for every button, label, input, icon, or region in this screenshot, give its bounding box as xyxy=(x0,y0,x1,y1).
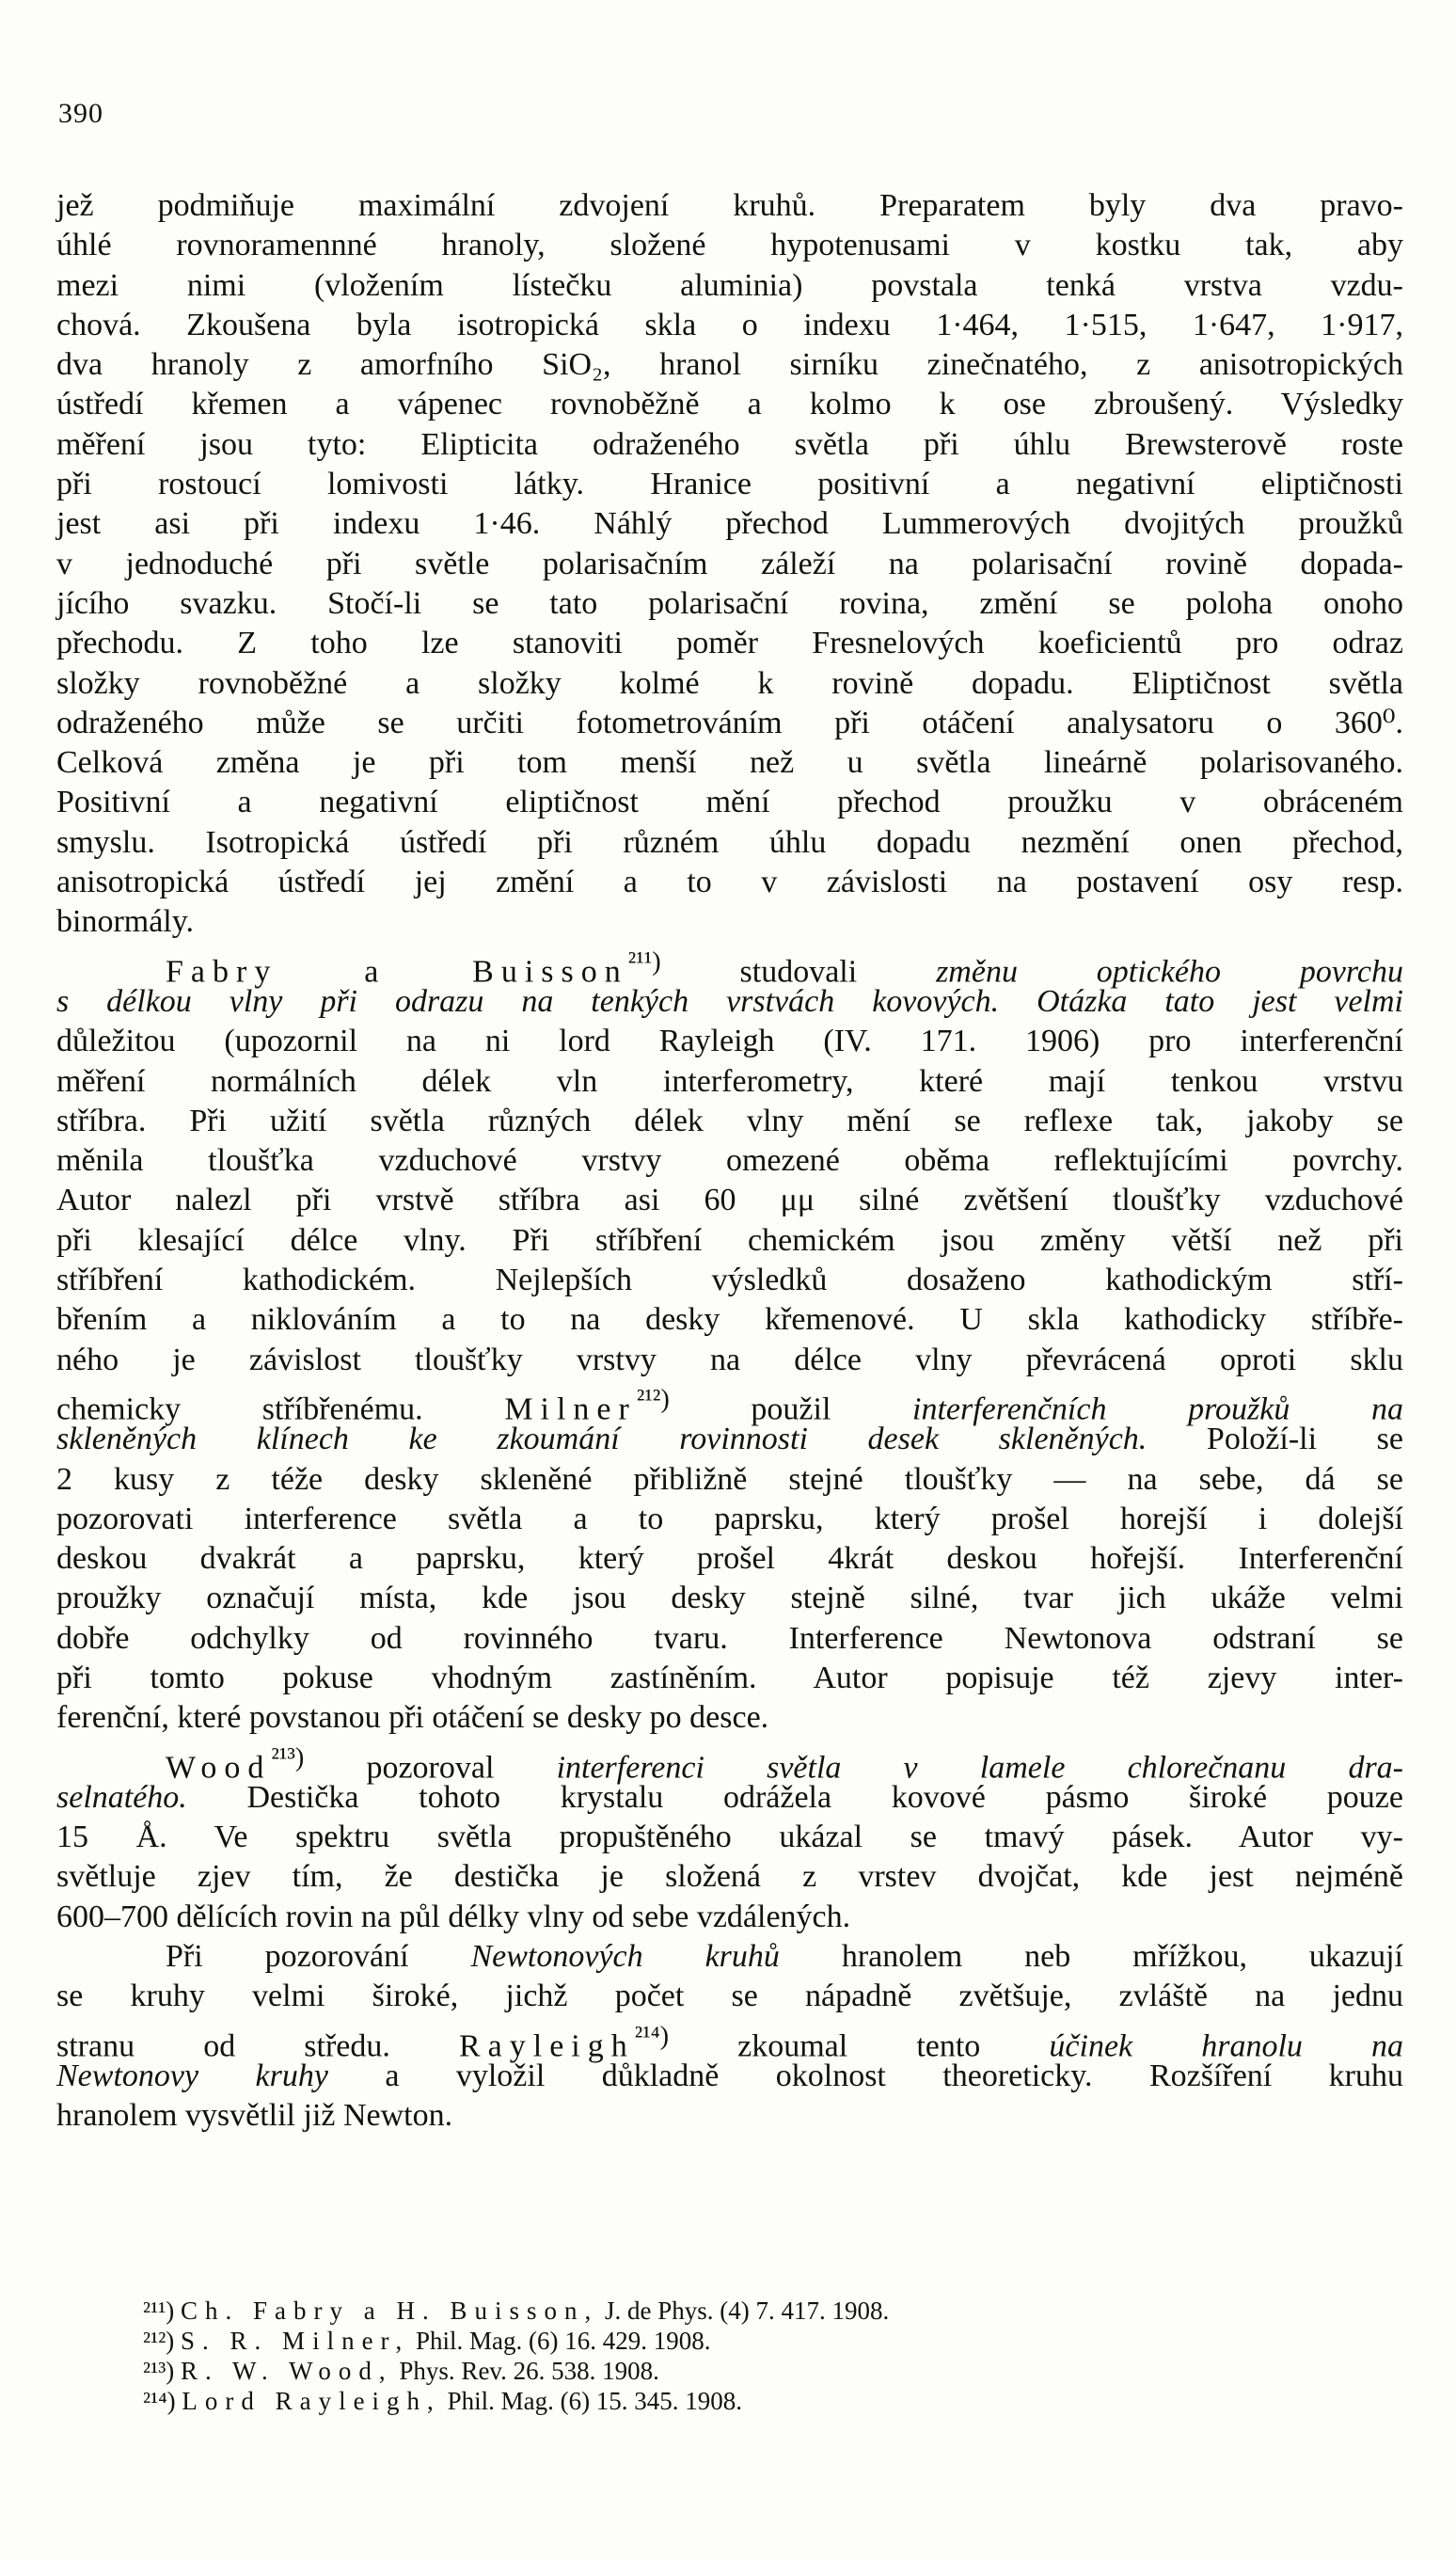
text-line: dobře odchylky od rovinného tvaru. Interference Newtonova odstraní se xyxy=(56,1620,1403,1656)
text-line: hranolem vysvětlil již Newton. xyxy=(56,2098,453,2134)
footnote-text: Phil. Mag. (6) 15. 345. 1908. xyxy=(440,2387,743,2415)
page-number: 390 xyxy=(58,98,103,129)
text-run: Destička tohoto krystalu odrážela kovové pásmo široké pouze xyxy=(186,1779,1403,1815)
text-line: stříbření kathodickém. Nejlepších výsledků dosaženo kathodickým stří- xyxy=(56,1263,1403,1298)
text-run: a vyložil důkladně okolnost theoreticky. Rozšíření kruhu xyxy=(327,2058,1403,2093)
text-line: Celková změna je při tom menší než u světla lineárně polarisovaného. xyxy=(56,745,1403,781)
text-line: při tomto pokuse vhodným zastíněním. Autor popisuje též zjevy inter- xyxy=(56,1660,1403,1695)
text-line: 2 kusy z téže desky skleněné přibližně stejné tloušťky — na sebe, dá se xyxy=(56,1461,1403,1497)
text-line: anisotropická ústředí jej změní a to v závislosti na postavení osy resp. xyxy=(56,865,1403,900)
text-line: jícího svazku. Stočí-li se tato polarisační rovina, změní se poloha onoho xyxy=(56,585,1403,621)
text-line: břením a niklováním a to na desky křemenové. U skla kathodicky stříbře- xyxy=(56,1302,1403,1338)
footnote-mark: ²¹²) xyxy=(143,2327,175,2355)
text-line: Positivní a negativní eliptičnost mění přechod proužku v obráceném xyxy=(56,785,1403,820)
text-line: s délkou vlny při odrazu na tenkých vrstvách kovových. Otázka tato jest velmi xyxy=(56,983,1403,1019)
text-line: pozorovati interference světla a to paprsku, který prošel horejší i dolejší xyxy=(56,1501,1403,1536)
text-line: důležitou (upozornil na ni lord Rayleigh (IV. 171. 1906) pro interferenční xyxy=(56,1024,1403,1059)
author-name: Milner xyxy=(504,1391,637,1427)
text-line: jež podmiňuje maximální zdvojení kruhů. Preparatem byly dva pravo- xyxy=(56,188,1403,223)
text-line: odraženého může se určiti fotometrováním při otáčení analysatoru o 360⁰. xyxy=(56,705,1403,740)
text-line: ného je závislost tloušťky vrstvy na délce vlny převrácená oproti sklu xyxy=(56,1342,1403,1377)
text-run: pozoroval xyxy=(304,1749,557,1785)
text-line: přechodu. Z toho lze stanoviti poměr Fresnelových koeficientů pro odraz xyxy=(56,626,1403,661)
footnote-author: R. W. Wood, xyxy=(181,2357,393,2385)
text-line: deskou dvakrát a paprsku, který prošel 4krát deskou hořejší. Interferenční xyxy=(56,1541,1403,1577)
text-line: 600–700 dělících rovin na půl délky vlny od sebe vzdálených. xyxy=(56,1899,851,1934)
text-line: měnila tloušťka vzduchové vrstvy omezené oběma reflektujícími povrchy. xyxy=(56,1143,1403,1179)
text-line: při rostoucí lomivosti látky. Hranice positivní a negativní eliptičnosti xyxy=(56,467,1403,502)
text-line xyxy=(56,1420,1403,1459)
footnote-ref: ²¹²) xyxy=(636,1384,670,1414)
footnote-ref: ²¹⁴) xyxy=(634,2021,670,2051)
footnote-mark: ²¹³) xyxy=(143,2357,175,2385)
text-line xyxy=(56,1778,1403,1818)
footnote-author: Lord Rayleigh, xyxy=(182,2387,441,2415)
text-line: jest asi při indexu 1·46. Náhlý přechod Lummerových dvojitých proužků xyxy=(56,506,1403,542)
text-line: mezi nimi (vložením lístečku aluminia) povstala tenká vrstva vzdu- xyxy=(56,267,1403,303)
italic-title: Newtonovy kruhy xyxy=(56,2058,328,2093)
author-name: Wood xyxy=(166,1749,272,1785)
footnote-ref: ²¹³) xyxy=(271,1742,305,1772)
text-run: Při pozorování xyxy=(166,1939,471,1975)
footnote xyxy=(58,2356,1187,2386)
text-line: složky rovnoběžné a složky kolmé k rovině dopadu. Eliptičnost světla xyxy=(56,665,1403,701)
text-line: chová. Zkoušena byla isotropická skla o indexu 1·464, 1·515, 1·647, 1·917, xyxy=(56,307,1403,342)
paragraph-first-line xyxy=(56,1739,1403,1785)
text-line: měření jsou tyto: Elipticita odraženého světla při úhlu Brewsterově roste xyxy=(56,426,1403,462)
text-line: stříbra. Při užití světla různých délek vlny mění se reflexe tak, jakoby se xyxy=(56,1103,1403,1138)
text-line: měření normálních délek vln interferometry, které mají tenkou vrstvu xyxy=(56,1063,1403,1099)
text-line: dva hranoly z amorfního SiO₂, hranol sirníku zinečnatého, z anisotropických xyxy=(56,347,1403,383)
footnote-author: Ch. Fabry a H. Buisson, xyxy=(181,2297,599,2325)
footnote-text: Phys. Rev. 26. 538. 1908. xyxy=(392,2357,659,2385)
footnote xyxy=(58,2296,1187,2326)
text-line: 15 Å. Ve spektru světla propuštěného ukázal se tmavý pásek. Autor vy- xyxy=(56,1820,1403,1855)
text-run: chemicky stříbřenému. xyxy=(56,1391,505,1427)
text-line xyxy=(56,2017,1403,2063)
footnote-text: Phil. Mag. (6) 16. 429. 1908. xyxy=(409,2327,711,2355)
italic-title: interferenčních proužků na xyxy=(912,1391,1403,1427)
text-line: světluje zjev tím, že destička je složená z vrstev dvojčat, kde jest nejméně xyxy=(56,1859,1403,1895)
author-name: Fabry a Buisson xyxy=(166,953,628,989)
italic-title: změnu optického povrchu xyxy=(936,953,1403,989)
text-line xyxy=(56,1380,1403,1427)
text-run: hranolem neb mřížkou, ukazují xyxy=(779,1939,1403,1975)
text-line: proužky označují místa, kde jsou desky stejně silné, tvar jich ukáže velmi xyxy=(56,1581,1403,1616)
footnote-mark: ²¹¹) xyxy=(143,2297,175,2325)
text-line: ústředí křemen a vápenec rovnoběžně a kolmo k ose zbroušený. Výsledky xyxy=(56,387,1403,422)
text-line: ferenční, které povstanou při otáčení se desky po desce. xyxy=(56,1700,769,1736)
body-text xyxy=(56,186,1403,2137)
italic-title: Newtonových kruhů xyxy=(470,1939,780,1975)
italic-title: skleněných klínech ke zkoumání rovinnosti desek skleněných. xyxy=(56,1422,1147,1457)
text-line: v jednoduché při světle polarisačním záleží na polarisační rovině dopada- xyxy=(56,546,1403,581)
text-line: při klesající délce vlny. Při stříbření chemickém jsou změny větší než při xyxy=(56,1222,1403,1258)
footnote-author: S. R. Milner, xyxy=(181,2327,410,2355)
italic-title: selnatého. xyxy=(56,1779,187,1815)
text-run: studovali xyxy=(660,953,937,989)
text-line xyxy=(56,2057,1403,2096)
text-line: úhlé rovnoramennné hranoly, složené hypotenusami v kostku tak, aby xyxy=(56,228,1403,263)
text-line: binormály. xyxy=(56,904,195,940)
footnote xyxy=(58,2386,1187,2416)
footnotes xyxy=(58,2296,1187,2416)
text-run: Položí-li se xyxy=(1147,1422,1403,1457)
text-line: Autor nalezl při vrstvě stříbra asi 60 μμ silné zvětšení tloušťky vzduchové xyxy=(56,1183,1403,1218)
italic-title: účinek hranolu na xyxy=(1049,2027,1403,2063)
paragraph-first-line xyxy=(56,943,1403,989)
footnote-text: J. de Phys. (4) 7. 417. 1908. xyxy=(598,2297,890,2325)
footnote-ref: ²¹¹) xyxy=(627,946,661,977)
author-name: Rayleigh xyxy=(458,2027,635,2063)
footnote xyxy=(58,2326,1187,2356)
text-run: stranu od středu. xyxy=(56,2027,459,2063)
paragraph-first-line xyxy=(56,1937,1403,1977)
text-line: se kruhy velmi široké, jichž počet se nápadně zvětšuje, zvláště na jednu xyxy=(56,1979,1403,2014)
italic-title: interferenci světla v lamele chlorečnanu dra- xyxy=(556,1749,1403,1785)
footnote-mark: ²¹⁴) xyxy=(143,2387,176,2415)
text-run: použil xyxy=(669,1391,913,1427)
text-run: zkoumal tento xyxy=(669,2027,1050,2063)
text-line: smyslu. Isotropická ústředí při různém úhlu dopadu nezmění onen přechod, xyxy=(56,824,1403,860)
